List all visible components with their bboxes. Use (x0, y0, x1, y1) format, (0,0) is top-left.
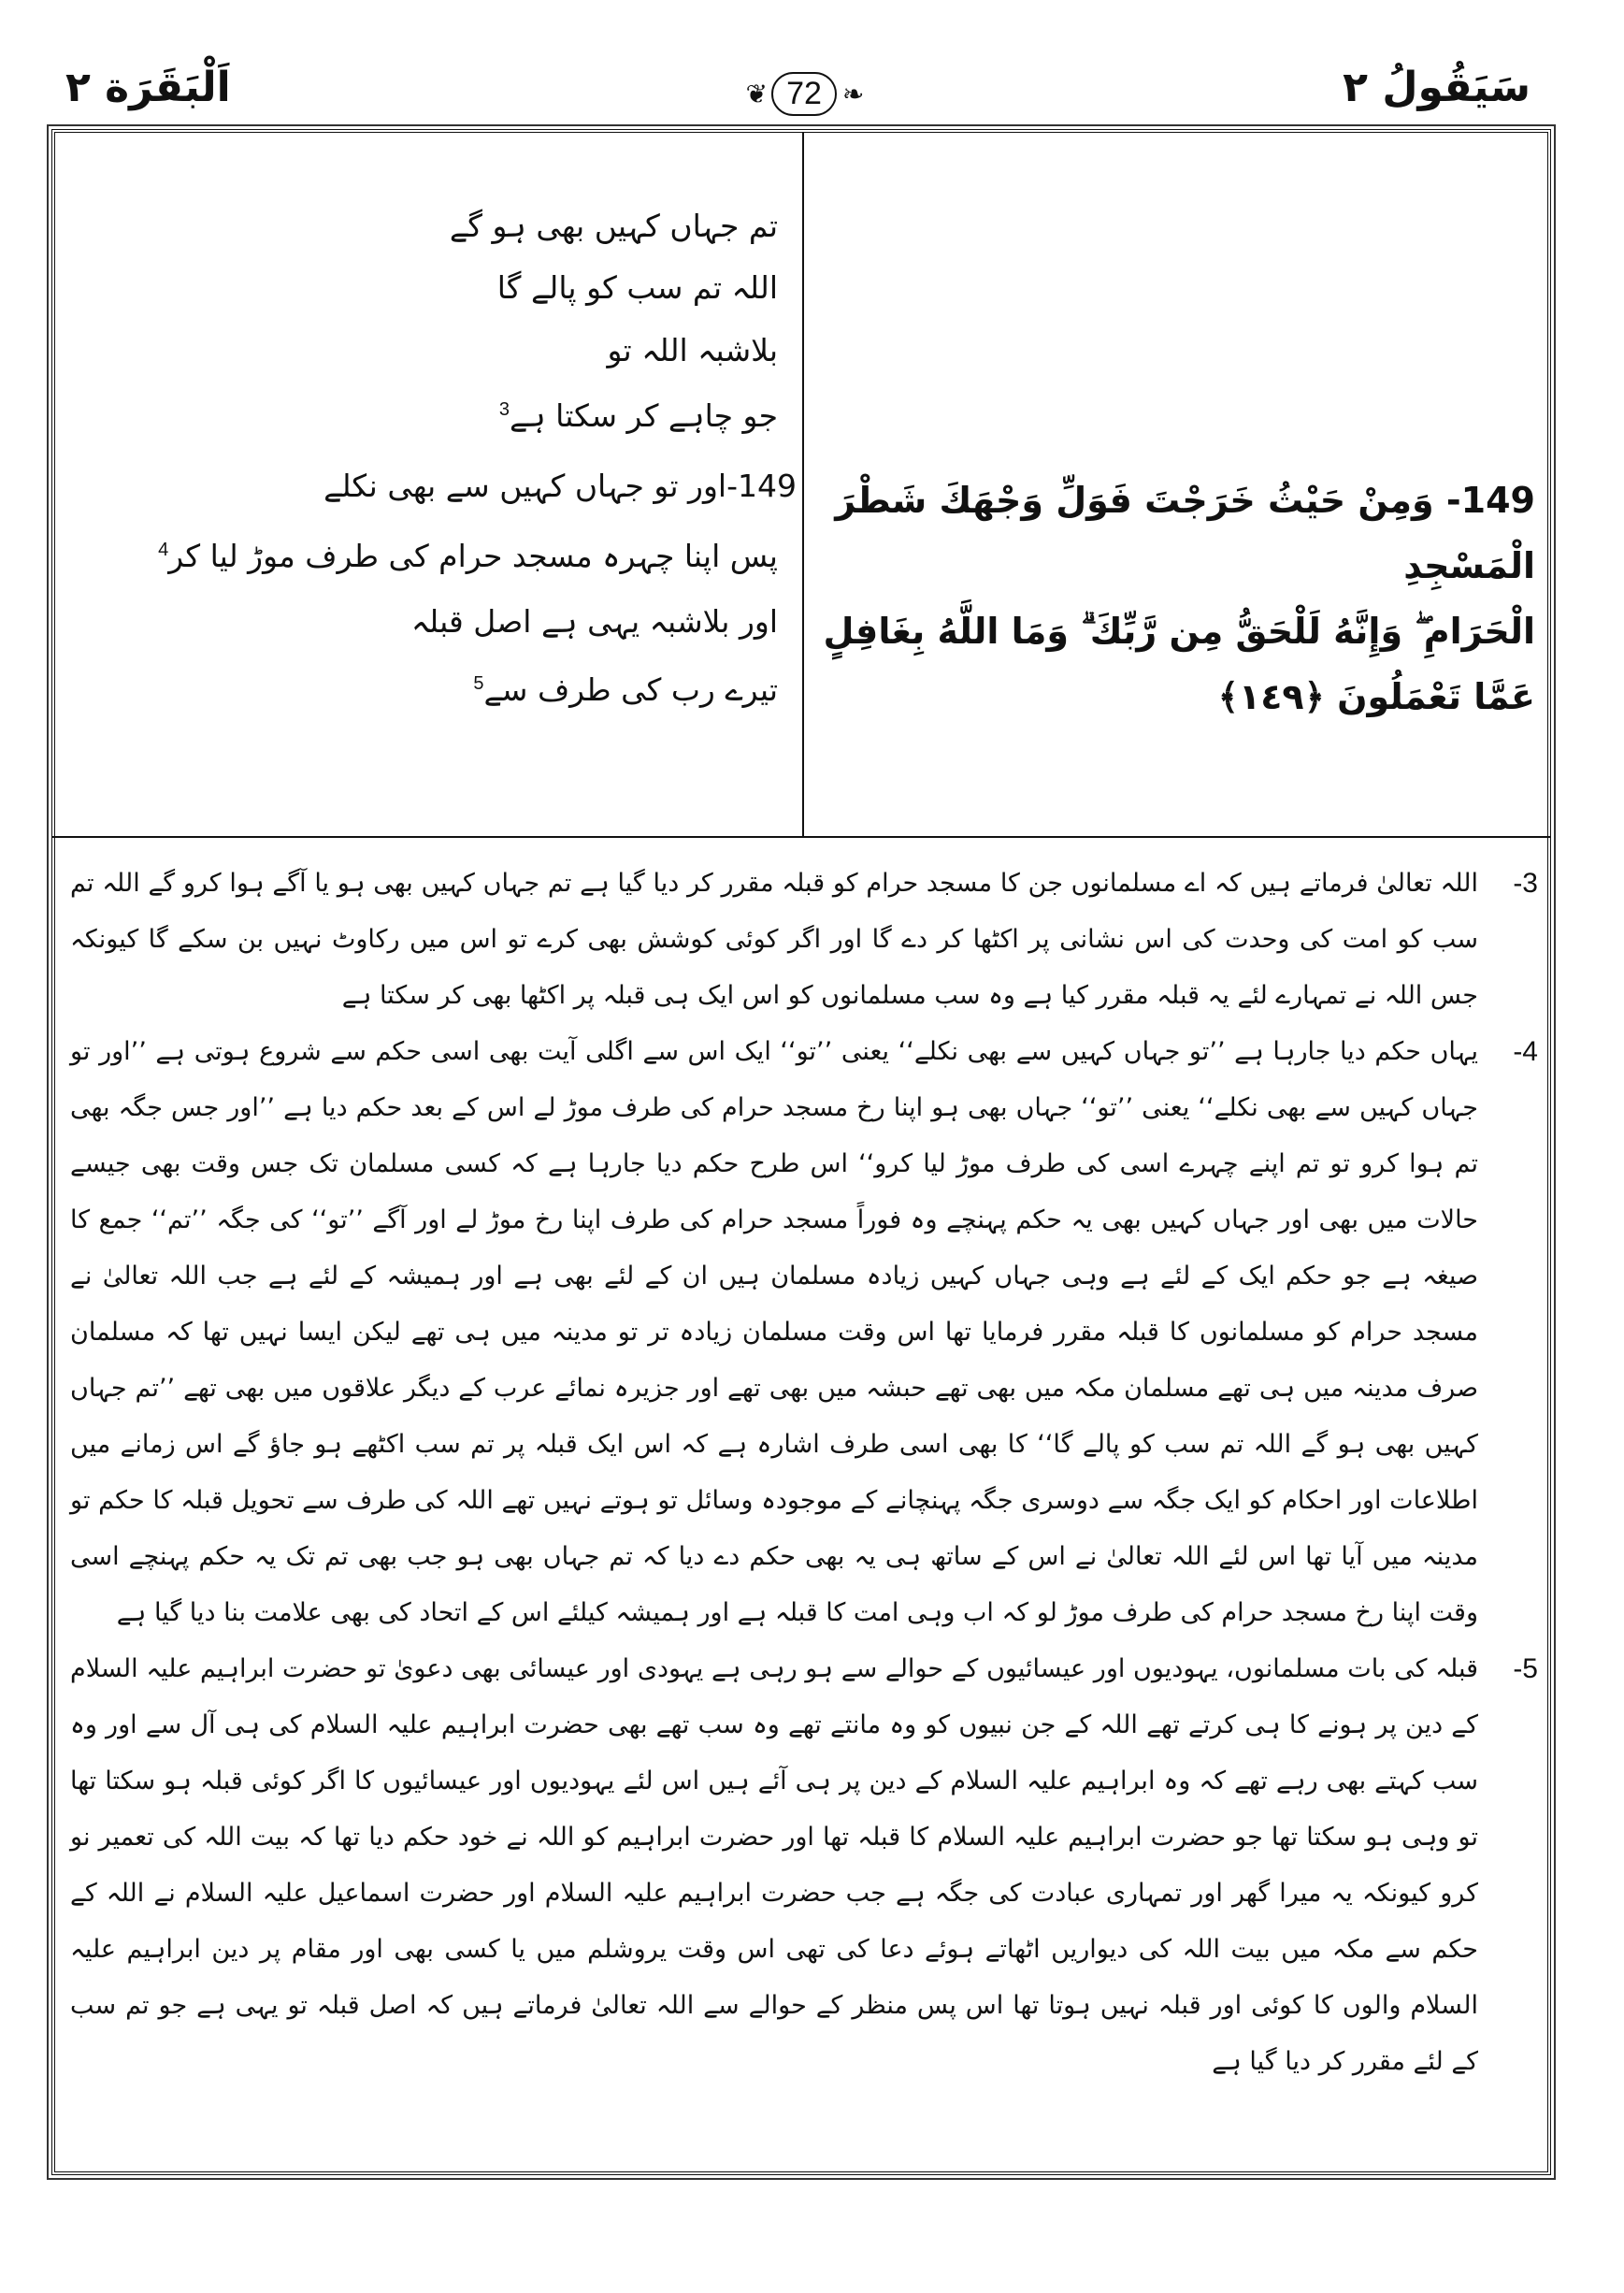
footnote (70, 1024, 1538, 1641)
footnote-line: دین پر ہی آئے ہیں اس لئے یہودیوں اور عیسائیوں کا اگر کوئی قبلہ ہو سکتا تھا تو وہی ہو سکتا تھا جو حضرت ابراہیم علیہ السلام کا قبلہ تھا اور حضرت ابراہیم کو اللہ (70, 1767, 1478, 1852)
page-number-ornament (711, 65, 898, 122)
arabic-line: 149- وَمِنْ حَيْثُ خَرَجْتَ فَوَلِّ وَجْهَكَ شَطْرَ الْمَسْجِدِ (835, 480, 1535, 586)
footnote-line: نکلے‘‘ یعنی ’’تو‘‘ جہاں بھی ہو اپنا رخ مسجد حرام کی طرف موڑ لے اس کے بعد حکم دیا ہے ’’اور جس جگہ بھی تم ہوا کرو تو تم اپنے چہرے اسی کی طرف موڑ (70, 1093, 1478, 1178)
surah-name-header: اَلْبَقَرَة ٢ (65, 64, 231, 111)
footnote-line: لیا کرو‘‘ اس طرح حکم دیا جارہا ہے کہ کسی مسلمان تک جس وقت بھی جیسے حالات میں بھی اور جہاں کہیں بھی یہ حکم پہنچے وہ فوراً مسجد حرام کی طرف اپنا (70, 1149, 1478, 1234)
translation-line: 149-اور تو جہاں کہیں سے بھی نکلے (323, 468, 797, 504)
arabic-line: الْحَرَامِ ۖ وَإِنَّهُ لَلْحَقُّ مِن رَّبِّكَ ۗ وَمَا اللَّهُ بِغَافِلٍ (823, 611, 1535, 652)
footnote-line: اور احکام کو ایک جگہ سے دوسری جگہ پہنچانے کے موجودہ وسائل تو ہوتے نہیں تھے اللہ کی طرف سے تحویل قبلہ کا حکم تو مدینہ میں آیا تھا اس لئے اللہ (70, 1486, 1478, 1571)
translation-line: بلاشبہ اللہ تو (607, 332, 778, 368)
footnote-line: رخ موڑ لے اور آگے ’’تو‘‘ کی جگہ ’’تم‘‘ جمع کا صیغہ ہے جو حکم ایک کے لئے ہے وہی جہاں کہیں زیادہ مسلمان ہیں ان کے لئے بھی ہے اور ہمیشہ (70, 1205, 1478, 1291)
floral-ornament-icon: ❦ (745, 78, 767, 109)
footnote-text (70, 1024, 1489, 1641)
translation-line: پس اپنا چہرہ مسجد حرام کی طرف موڑ لیا کر$^4$ (158, 538, 778, 574)
arabic-line: عَمَّا تَعْمَلُونَ ﴿١٤٩﴾ (1217, 676, 1535, 717)
footnote-line: قبلہ کی بات مسلمانوں، یہودیوں اور عیسائیوں کے حوالے سے ہو رہی ہے یہودی اور عیسائی بھی دعویٰ تو حضرت ابراہیم علیہ السلام کے دین پر ہونے کا ہی (70, 1654, 1478, 1739)
footnote-line: اللہ تعالیٰ فرماتے ہیں کہ اے مسلمانوں جن کا مسجد حرام کو قبلہ مقرر کر دیا گیا ہے تم جہاں کہیں بھی ہو یا آگے ہوا کرو گے اللہ تم سب کو امت کی وحدت (70, 869, 1478, 954)
footnote-line: سب مسلمانوں کو اس ایک ہی قبلہ پر اکٹھا بھی کر سکتا ہے (341, 981, 981, 1010)
footnote (70, 1641, 1538, 2090)
footnote-line: کرتے تھے اللہ کے جن نبیوں کو وہ مانتے تھے وہ سب تھے بھی حضرت ابراہیم علیہ السلام کی ہی آل سے اور وہ سب کہتے بھی رہے تھے کہ وہ ابراہیم علیہ السلام کے (70, 1710, 1478, 1795)
footnote-number: -5 (1513, 1653, 1538, 1684)
footnote-line: کے لئے ہے جب اللہ تعالیٰ نے مسجد حرام کو مسلمانوں کا قبلہ مقرر فرمایا تھا اس وقت مسلمان زیادہ تر تو مدینہ میں ہی تھے لیکن ایسا نہیں تھا کہ مسلمان (70, 1262, 1478, 1347)
footnote-line: سے مکہ میں بیت اللہ کی دیواریں اٹھاتے ہوئے دعا کی تھی اس وقت یروشلم میں یا کسی بھی اور مقام پر دین ابراہیم علیہ السلام والوں کا کوئی اور قبلہ نہیں ہوتا تھا (70, 1935, 1478, 2020)
footnote-line: اس پس منظر کے حوالے سے اللہ تعالیٰ فرماتے ہیں کہ اصل قبلہ تو یہی ہے جو تم سب کے لئے مقرر کر دیا گیا ہے (70, 1991, 1478, 2076)
translation-line: اور بلاشبہ یہی ہے اصل قبلہ (410, 603, 778, 640)
footnotes-section (70, 856, 1538, 2153)
footnote-number: -3 (1513, 868, 1538, 899)
footnote-number: -4 (1513, 1036, 1538, 1067)
floral-ornament-icon: ❧ (841, 78, 863, 109)
footnote-text (70, 856, 1489, 1024)
footnote-line: تعالیٰ نے اس کے ساتھ ہی یہ بھی حکم دے دیا کہ تم جہاں بھی ہو جب بھی تم تک یہ حکم پہنچے اسی وقت اپنا رخ مسجد حرام کی طرف موڑ لو کہ اب وہی (70, 1542, 1478, 1627)
translation-line: تیرے رب کی طرف سے$^5$ (473, 671, 778, 708)
column-divider (802, 133, 804, 836)
footnote-line: یہاں حکم دیا جارہا ہے ’’تو جہاں کہیں سے بھی نکلے‘‘ یعنی ’’تو‘‘ ایک اس سے اگلی آیت بھی اسی حکم سے شروع ہوتی ہے ’’اور تو جہاں کہیں سے بھی (70, 1037, 1478, 1122)
para-name-header: سَيَقُولُ ٢ (1343, 64, 1531, 111)
arabic-verse (823, 468, 1535, 729)
translation-line: جو چاہے کر سکتا ہے$^3$ (498, 397, 778, 434)
translation-line: تم جہاں کہیں بھی ہو گے (449, 208, 778, 244)
page-number: 72 (771, 72, 837, 116)
footnote-ref: 3 (498, 399, 510, 420)
footnote-line: ’’تم جہاں کہیں بھی ہو گے اللہ تم سب کو پالے گا‘‘ کا بھی اسی طرف اشارہ ہے کہ اس ایک قبلہ پر تم سب اکٹھے ہو جاؤ گے اس زمانے میں اطلاعات (70, 1374, 1479, 1515)
footnote-ref: 4 (158, 540, 169, 560)
footnote-ref: 5 (473, 673, 484, 694)
footnote-line: نے خود حکم دیا تھا کہ بیت اللہ کی تعمیر نو کرو کیونکہ یہ میرا گھر اور تمہاری عبادت کی جگہ ہے جب حضرت ابراہیم علیہ السلام اور حضرت اسماعیل علیہ السلام نے اللہ کے حکم (70, 1823, 1478, 1964)
footnote-line: صرف مدینہ میں ہی تھے مسلمان مکہ میں بھی تھے حبشہ میں بھی تھے اور جزیرہ نمائے عرب کے دیگر علاقوں میں بھی تھے (183, 1374, 1479, 1403)
translation-line: اللہ تم سب کو پالے گا (496, 269, 778, 306)
footnote-line: کی اس نشانی پر اکٹھا کر دے گا اور اگر کوئی کوشش بھی کرے تو اس میں رکاوٹ نہیں بن سکے گا کیونکہ جس اللہ نے تمہارے لئے یہ قبلہ مقرر کیا ہے وہ (70, 925, 1478, 1010)
footnote-line: امت کا قبلہ ہے اور ہمیشہ کیلئے اس کے اتحاد کی بھی علامت بنا دیا گیا ہے (116, 1598, 899, 1627)
footnote-text (70, 1641, 1489, 2090)
footnote (70, 856, 1538, 1024)
